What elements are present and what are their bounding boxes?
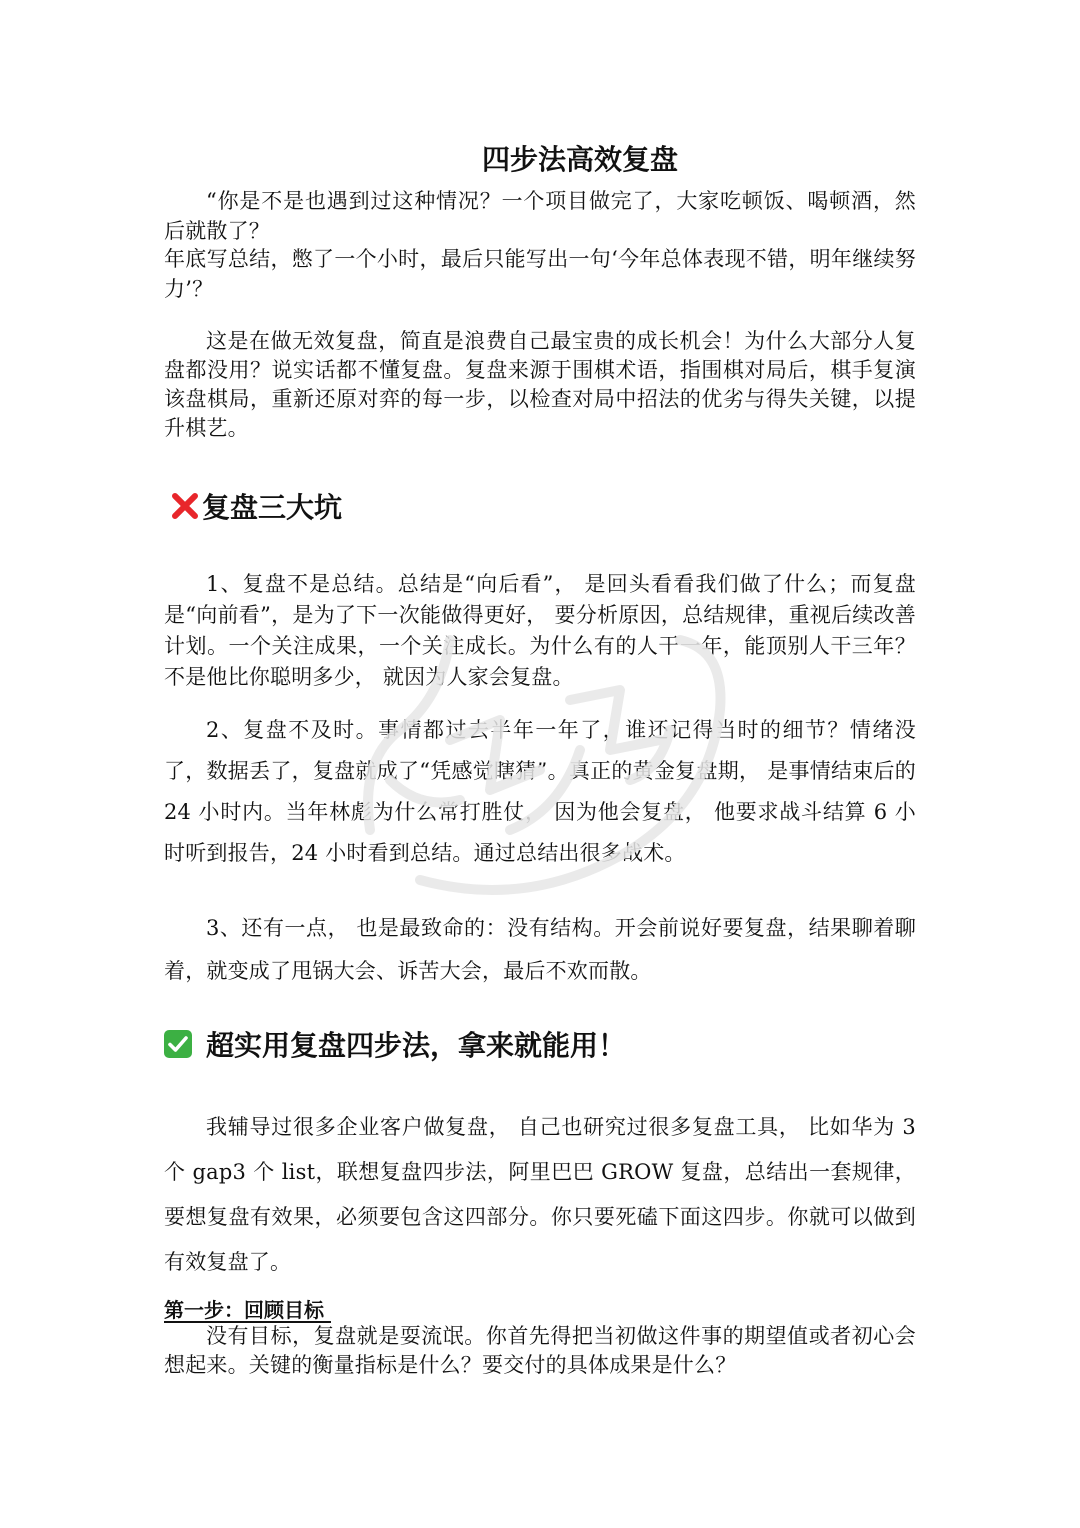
green-check-mark-icon — [164, 1030, 192, 1058]
intro-paragraph-2: 这是在做无效复盘，简直是浪费自己最宝贵的成长机会！为什么大部分人复盘都没用？说实话都不懂复盘。复盘来源于围棋术语，指围棋对局后，棋手复演该盘棋局，重新还原对弈的每一步，以检查对局中招法的优劣与得失关键，以提升棋艺。 — [164, 329, 916, 440]
pitfall-item-1: 1、复盘不是总结。总结是“向后看”， 是回头看看我们做了什么；而复盘是“向前看”，是为了下一次能做得更好， 要分析原因，总结规律，重视后续改善计划。一个关注成果，一个关注成长。为什么有的人干一年，能顶别人干三年？不是他比你聪明多少， 就因为人家会复盘。 — [164, 572, 916, 689]
step-1-text: 没有目标，复盘就是耍流氓。你首先得把当初做这件事的期望值或者初心会想起来。关键的衡量指标是什么？要交付的具体成果是什么？ — [164, 1324, 916, 1377]
section-heading-four-steps-text: 超实用复盘四步法，拿来就能用！ — [206, 1029, 627, 1062]
intro-paragraph-1b: 年底写总结，憋了一个小时，最后只能写出一句‘今年总体表现不错，明年继续努力’？ — [164, 247, 916, 301]
pitfall-item-3: 3、还有一点， 也是最致命的：没有结构。开会前说好要复盘，结果聊着聊着，就变成了甩锅大会、诉苦大会，最后不欢而散。 — [164, 916, 916, 983]
step-1-title: 第一步：回顾目标 — [164, 1298, 331, 1322]
section-heading-pitfalls-text: 复盘三大坑 — [202, 491, 343, 524]
section-heading-pitfalls — [170, 486, 342, 526]
pitfall-item-2: 2、复盘不及时。事情都过去半年一年了，谁还记得当时的细节？情绪没了，数据丢了，复盘就成了“凭感觉瞎猜”。真正的黄金复盘期， 是事情结束后的 24 小时内。当年林彪为什么常打胜仗， 因为他会复盘， 他要求战斗结算 6 小时听到报告，24 小时看到总结。通过总结出很多战术。 — [164, 718, 916, 865]
intro-paragraph-1a: “你是不是也遇到过这种情况？一个项目做完了，大家吃顿饭、喝顿酒，然后就散了？ — [164, 189, 916, 243]
document-title: 四步法高效复盘 — [481, 143, 678, 176]
four-steps-intro: 我辅导过很多企业客户做复盘， 自己也研究过很多复盘工具， 比如华为 3 个 gap3 个 list，联想复盘四步法，阿里巴巴 GROW 复盘，总结出一套规律，要想复盘有效果，必须要包含这四部分。你只要死磕下面这四步。你就可以做到有效复盘了。 — [164, 1115, 916, 1274]
section-heading-four-steps — [164, 1024, 626, 1064]
red-cross-mark-icon — [170, 491, 200, 521]
